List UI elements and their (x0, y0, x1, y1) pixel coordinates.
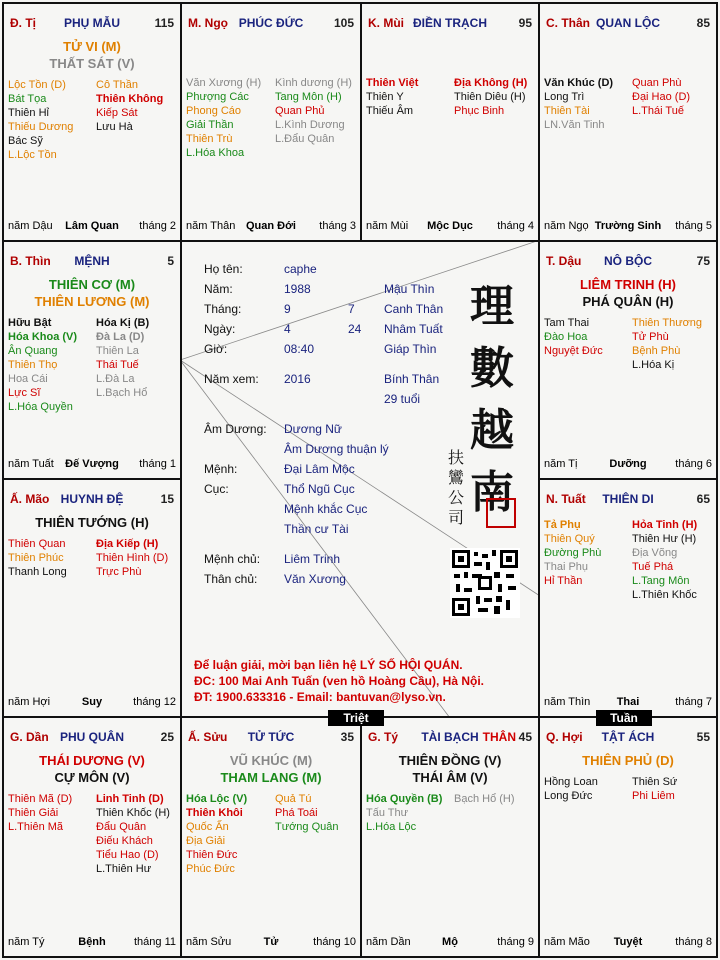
palace-year: năm Dần (366, 936, 411, 948)
minor-star: Điếu Khách (96, 835, 153, 847)
palace-month: tháng 4 (497, 220, 534, 232)
palace-ty[interactable] (2, 2, 182, 242)
minor-star: L.Thái Tuế (632, 105, 684, 117)
palace-stage: Bệnh (78, 936, 106, 948)
minor-stars-right (96, 316, 149, 400)
minor-star: L.Thiên Khốc (632, 589, 697, 601)
minor-star: Đường Phù (544, 547, 602, 559)
minor-star: L.Đà La (96, 373, 135, 385)
palace-month: tháng 12 (133, 696, 176, 708)
palace-age: 85 (696, 16, 710, 30)
minor-star: Tướng Quân (275, 821, 339, 833)
palace-canchi: Ấ. Mão (10, 492, 50, 506)
day-label: Ngày: (204, 322, 236, 336)
minor-star: Thiên Mã (D) (8, 793, 73, 805)
minor-star: Trực Phù (96, 566, 142, 578)
palace-footer (544, 220, 712, 234)
minor-stars-left (544, 518, 601, 588)
palace-suu[interactable] (180, 716, 362, 958)
palace-canchi: G. Dần (10, 730, 49, 744)
year-value: 1988 (284, 282, 311, 296)
palace-canchi: Q. Hợi (546, 730, 583, 744)
palace-stage: Lâm Quan (65, 220, 119, 232)
minor-stars-left (8, 316, 77, 414)
minor-star: Quả Tú (275, 793, 312, 805)
palace-stage: Tử (263, 936, 279, 948)
contact-line-3: ĐT: 1900.633316 - Email: bantuvan@lyso.vn. (194, 690, 446, 704)
palace-year: năm Tuất (8, 458, 54, 470)
minor-star: Hoa Cái (8, 373, 48, 385)
palace-house-name: PHỤ MẪU (64, 16, 120, 30)
minor-star: Thiếu Dương (8, 121, 74, 133)
minor-star: Nguyệt Đức (544, 345, 603, 357)
minor-star: Kiếp Sát (96, 107, 138, 119)
minor-star: Quan Phủ (275, 105, 325, 117)
palace-age: 65 (696, 492, 710, 506)
minor-star: Địa Kiếp (H) (96, 538, 159, 550)
hour-label: Giờ: (204, 342, 228, 356)
palace-footer (186, 220, 356, 234)
minor-stars-left (8, 78, 73, 162)
minor-star: Địa Không (H) (454, 77, 528, 89)
palace-dan[interactable] (2, 716, 182, 958)
minor-star: Ân Quang (8, 345, 58, 357)
minor-star: Quốc Ấn (186, 821, 229, 833)
minor-stars-left (544, 316, 603, 358)
palace-canchi: B. Thìn (10, 254, 51, 268)
palace-header (546, 492, 710, 508)
minor-star: Đại Hao (D) (632, 91, 691, 103)
minor-star: Tang Môn (H) (275, 91, 342, 103)
minor-star: L.Lộc Tồn (8, 149, 57, 161)
minor-stars-left (186, 792, 247, 876)
minor-star: Thiếu Âm (366, 105, 414, 117)
minor-star: Đẩu Quân (96, 821, 147, 833)
palace-footer (186, 936, 356, 950)
palace-canchi: N. Tuất (546, 492, 586, 506)
minor-stars-right (454, 76, 527, 118)
hour-value: 08:40 (284, 342, 315, 356)
palace-house-name: NÔ BỘC (604, 254, 652, 268)
palace-house-name: TÀI BẠCH (421, 730, 479, 744)
palace-year: năm Mão (544, 936, 590, 948)
minor-star: Thiên Hỉ (8, 107, 49, 119)
palace-year: năm Dậu (8, 220, 53, 232)
calligraphy-char-2: 數 (470, 343, 514, 394)
minor-star: Thiên Quý (544, 533, 595, 545)
minor-star: Long Đức (544, 790, 593, 802)
triet-marker: Triệt (328, 710, 384, 726)
palace-dau[interactable] (538, 240, 718, 480)
palace-footer (544, 936, 712, 950)
destiny-lord-value: Liêm Trinh (284, 552, 341, 566)
name-label: Họ tên: (204, 262, 243, 276)
age-value: 29 tuổi (384, 392, 421, 406)
day-lunar: 24 (348, 322, 362, 336)
palace-year: năm Hợi (8, 696, 51, 708)
palace-footer (8, 936, 176, 950)
minor-star: Thiên Hình (D) (96, 552, 169, 564)
palace-footer (366, 936, 534, 950)
yinyang-value: Dương Nữ (284, 422, 342, 436)
minor-star: Thiên Thương (632, 317, 703, 329)
minor-stars-right (632, 316, 702, 372)
palace-month: tháng 11 (133, 936, 176, 948)
minor-star: Long Trì (544, 91, 585, 103)
yinyang-note: Âm Dương thuận lý (284, 442, 389, 456)
month-label: Tháng: (204, 302, 242, 316)
minor-star: Thiên Thọ (8, 359, 58, 371)
minor-star: Thiên Quan (8, 538, 66, 550)
palace-than[interactable] (538, 2, 718, 242)
palace-footer (544, 458, 712, 472)
palace-footer (544, 696, 712, 710)
minor-stars-right (96, 792, 170, 876)
palace-header (368, 16, 532, 32)
main-star: THÁI DƯƠNG (V) (39, 753, 145, 768)
minor-star: Đào Hoa (544, 331, 588, 343)
palace-ti[interactable] (360, 716, 540, 958)
minor-star: Thiên Y (366, 91, 404, 103)
calligraphy-char-3: 越 (470, 405, 514, 456)
minor-star: Quan Phù (632, 77, 682, 89)
minor-star: Thái Tuế (96, 359, 139, 371)
palace-stage: Trường Sinh (594, 220, 662, 232)
minor-star: Thiên Không (96, 93, 164, 105)
view-year-label: Năm xem: (204, 372, 259, 386)
minor-star: Phúc Đức (186, 863, 235, 875)
main-star: PHÁ QUÂN (H) (582, 294, 674, 309)
minor-star: L.Hóa Kị (632, 359, 675, 371)
body-lord-value: Văn Xương (284, 572, 346, 586)
palace-month: tháng 9 (497, 936, 534, 948)
hour-canchi: Giáp Thìn (384, 342, 437, 356)
palace-stage: Thai (616, 696, 640, 708)
minor-star: Tử Phù (632, 331, 669, 343)
palace-age: 55 (696, 730, 710, 744)
destiny-label: Mệnh: (204, 462, 238, 476)
cuc-note-2: Thần cư Tài (284, 522, 349, 536)
cuc-note-1: Mệnh khắc Cục (284, 502, 368, 516)
palace-canchi: K. Mùi (368, 16, 404, 30)
palace-age: 15 (160, 492, 174, 506)
palace-header (10, 730, 174, 746)
palace-stage: Mộc Dục (427, 220, 473, 232)
minor-star: Hồng Loan (544, 776, 598, 788)
main-star: CỰ MÔN (V) (54, 770, 130, 785)
minor-star: Thiên Khôi (186, 807, 243, 819)
minor-star: L.Đẩu Quân (275, 133, 335, 145)
palace-header (546, 16, 710, 32)
palace-house-name: QUAN LỘC (596, 16, 660, 30)
main-star: LIÊM TRINH (H) (579, 277, 677, 292)
red-seal-stamp (486, 498, 516, 528)
minor-stars-left (186, 76, 261, 160)
minor-star: Kình dương (H) (275, 77, 352, 89)
palace-footer (8, 220, 176, 234)
minor-star: Phượng Các (186, 91, 249, 103)
palace-year: năm Mùi (366, 220, 409, 232)
minor-star: Địa Giải (186, 835, 226, 847)
minor-star: L.Thiên Hư (96, 863, 152, 875)
minor-star: LN.Văn Tinh (544, 119, 605, 131)
day-canchi: Nhâm Tuất (384, 322, 443, 336)
minor-star: Hỉ Thần (544, 575, 583, 587)
minor-star: Bệnh Phù (632, 345, 681, 357)
palace-year: năm Tị (544, 458, 578, 470)
minor-stars-left (544, 775, 598, 803)
minor-star: Văn Xương (H) (186, 77, 262, 89)
minor-star: Tả Phụ (544, 519, 581, 531)
cuc-label: Cục: (204, 482, 229, 496)
palace-header (10, 16, 174, 32)
minor-star: Tiểu Hao (D) (96, 849, 159, 861)
palace-stage: Tuyệt (613, 936, 643, 948)
minor-stars-right (454, 792, 515, 806)
palace-age: 75 (696, 254, 710, 268)
main-star: THIÊN LƯƠNG (M) (34, 294, 150, 309)
palace-age: 115 (154, 16, 174, 30)
minor-star: L.Thiên Mã (8, 821, 64, 833)
palace-mao[interactable] (2, 478, 182, 718)
month-solar: 9 (284, 302, 291, 316)
palace-header (188, 16, 354, 32)
palace-hoi[interactable] (538, 716, 718, 958)
main-star: THAM LANG (M) (220, 770, 322, 785)
minor-star: Thai Phụ (544, 561, 589, 573)
minor-star: Thiên La (96, 345, 139, 357)
palace-year: năm Tý (8, 936, 45, 948)
minor-star: Thiên Hư (H) (632, 533, 697, 545)
palace-month: tháng 3 (319, 220, 356, 232)
palace-month: tháng 6 (675, 458, 712, 470)
main-star: THIÊN TƯỚNG (H) (35, 515, 149, 530)
palace-canchi: Đ. Tị (10, 16, 36, 30)
minor-star: L.Hóa Lộc (366, 821, 417, 833)
minor-stars-right (96, 537, 168, 579)
palace-stage: Quan Đới (246, 220, 296, 232)
palace-month: tháng 1 (139, 458, 176, 470)
view-year-canchi: Bính Thân (384, 372, 440, 386)
year-label: Năm: (204, 282, 233, 296)
palace-house-name: TẬT ÁCH (601, 730, 655, 744)
palace-stage: Mộ (442, 936, 458, 948)
palace-canchi: C. Thân (546, 16, 590, 30)
minor-star: Hóa Kị (B) (96, 317, 150, 329)
minor-star: Bác Sỹ (8, 135, 43, 147)
palace-canchi: M. Ngọ (188, 16, 228, 30)
palace-footer (366, 220, 534, 234)
minor-star: Phục Binh (454, 105, 505, 117)
minor-star: Thiên Đức (186, 849, 238, 861)
palace-age: 95 (518, 16, 532, 30)
calligraphy-side: 扶 鸞 公 司 (448, 448, 465, 527)
center-info-panel (180, 240, 540, 718)
minor-star: Phá Toái (275, 807, 318, 819)
palace-house-name: TỬ TỨC (247, 730, 295, 744)
minor-star: Giải Thần (186, 119, 234, 131)
palace-ngo[interactable] (180, 2, 362, 242)
month-canchi: Canh Thân (384, 302, 444, 316)
minor-star: Hóa Quyền (B) (366, 793, 443, 805)
palace-year: năm Thìn (544, 696, 591, 708)
palace-house-name: PHÚC ĐỨC (238, 16, 304, 30)
contact-line-1: Để luận giải, mời bạn liên hệ LÝ SỐ HỘI QUÁN. (194, 658, 463, 672)
destiny-value: Đại Lâm Mộc (284, 462, 355, 476)
tuan-marker: Tuần (596, 710, 652, 726)
palace-age: 45 (518, 730, 532, 744)
palace-month: tháng 5 (675, 220, 712, 232)
palace-footer (8, 458, 176, 472)
minor-stars-right (632, 518, 697, 602)
minor-star: Bạch Hổ (H) (454, 793, 515, 805)
palace-house-name: MỆNH (74, 254, 110, 268)
cuc-value: Thổ Ngũ Cục (284, 482, 355, 496)
palace-stage: Suy (81, 696, 103, 708)
palace-year: năm Sửu (186, 936, 232, 948)
minor-star: Tam Thai (544, 317, 590, 329)
body-lord-label: Thân chủ: (204, 572, 258, 586)
minor-star: Thiên Giải (8, 807, 59, 819)
minor-star: Lộc Tồn (D) (8, 79, 66, 91)
palace-year: năm Thân (186, 220, 236, 232)
palace-house-name: PHU QUÂN (59, 730, 125, 744)
palace-year: năm Ngọ (544, 220, 589, 232)
minor-stars-right (632, 775, 677, 803)
minor-stars-left (8, 792, 72, 834)
palace-canchi: T. Dậu (546, 254, 582, 268)
palace-footer (8, 696, 176, 710)
minor-star: L.Bạch Hổ (96, 387, 148, 399)
main-star: THIÊN ĐỒNG (V) (398, 753, 502, 768)
palace-header (546, 254, 710, 270)
palace-month: tháng 8 (675, 936, 712, 948)
minor-star: Hữu Bật (8, 317, 52, 329)
minor-star: Hỏa Tinh (H) (632, 519, 698, 531)
palace-age: 25 (160, 730, 174, 744)
contact-line-2: ĐC: 100 Mai Anh Tuấn (ven hồ Hoàng Cầu), Hà Nội. (194, 674, 485, 688)
minor-star: Đà La (D) (96, 331, 145, 343)
minor-star: Thiên Khốc (H) (96, 807, 170, 819)
minor-star: L.Hóa Quyền (8, 401, 73, 413)
palace-house-name: ĐIỀN TRẠCH (413, 16, 487, 30)
minor-star: Thiên Phúc (8, 552, 64, 564)
palace-house-name: HUYNH ĐỆ (60, 492, 124, 506)
main-star: THÁI ÂM (V) (412, 770, 488, 785)
minor-star: Thiên Sứ (632, 776, 678, 788)
minor-star: Hóa Lộc (V) (186, 793, 248, 805)
minor-star: L.Tang Môn (632, 575, 690, 587)
minor-star: Linh Tinh (D) (96, 793, 164, 805)
minor-star: Tấu Thư (366, 807, 409, 819)
palace-stage: Đế Vượng (65, 458, 119, 470)
month-lunar: 7 (348, 302, 355, 316)
palace-header (10, 254, 174, 270)
palace-age: 35 (340, 730, 354, 744)
calligraphy-char-1: 理 (470, 281, 514, 332)
minor-star: Địa Võng (632, 547, 678, 559)
minor-star: Hóa Khoa (V) (8, 331, 78, 343)
minor-star: L.Hóa Khoa (186, 147, 245, 159)
minor-stars-left (366, 792, 442, 834)
view-year-value: 2016 (284, 372, 311, 386)
minor-star: Lưu Hà (96, 121, 133, 133)
palace-mui[interactable] (360, 2, 540, 242)
minor-stars-right (275, 76, 352, 146)
minor-star: Tuế Phá (632, 561, 674, 573)
palace-header (188, 730, 354, 746)
minor-stars-right (275, 792, 339, 834)
palace-month: tháng 2 (139, 220, 176, 232)
palace-age: 105 (333, 16, 354, 30)
minor-star: Bát Tọa (8, 93, 47, 105)
palace-canchi: G. Tý (368, 730, 399, 744)
than-marker: THÂN (482, 730, 516, 744)
minor-stars-left (544, 76, 613, 132)
main-star: THIÊN PHỦ (D) (582, 753, 674, 768)
minor-star: Phi Liêm (632, 790, 675, 802)
palace-house-name: THIÊN DI (602, 492, 654, 506)
minor-stars-left (8, 537, 67, 579)
palace-month: tháng 7 (675, 696, 712, 708)
palace-month: tháng 10 (313, 936, 356, 948)
minor-star: Thiên Tài (544, 105, 590, 117)
main-star: THẤT SÁT (V) (49, 56, 135, 71)
minor-star: Văn Khúc (D) (544, 77, 614, 89)
palace-thin[interactable] (2, 240, 182, 480)
name-value: caphe (284, 262, 317, 276)
minor-star: L.Kình Dương (275, 119, 345, 131)
palace-header (10, 492, 174, 508)
minor-star: Lực Sĩ (8, 387, 41, 399)
year-canchi: Mậu Thìn (384, 282, 435, 296)
main-star: THIÊN CƠ (M) (48, 277, 136, 292)
qr-code[interactable] (450, 548, 520, 618)
minor-star: Thanh Long (8, 566, 67, 578)
minor-star: Thiên Trù (186, 133, 233, 145)
palace-tuat[interactable] (538, 478, 718, 718)
minor-stars-right (96, 78, 163, 134)
day-solar: 4 (284, 322, 291, 336)
palace-stage: Dưỡng (609, 458, 647, 470)
minor-stars-left (366, 76, 418, 118)
minor-star: Phong Cáo (186, 105, 242, 117)
main-star: TỬ VI (M) (63, 39, 121, 54)
calligraphy-char-4: 南 (470, 467, 514, 518)
main-star: VŨ KHÚC (M) (229, 753, 313, 768)
minor-stars-right (632, 76, 690, 118)
minor-star: Thiên Việt (366, 77, 419, 89)
minor-star: Thiên Diêu (H) (454, 91, 526, 103)
palace-canchi: Ấ. Sửu (188, 730, 228, 744)
palace-header (546, 730, 710, 746)
minor-star: Cô Thần (96, 79, 138, 91)
palace-age: 5 (167, 254, 174, 268)
destiny-lord-label: Mệnh chủ: (204, 552, 261, 566)
yinyang-label: Âm Dương: (204, 422, 267, 436)
